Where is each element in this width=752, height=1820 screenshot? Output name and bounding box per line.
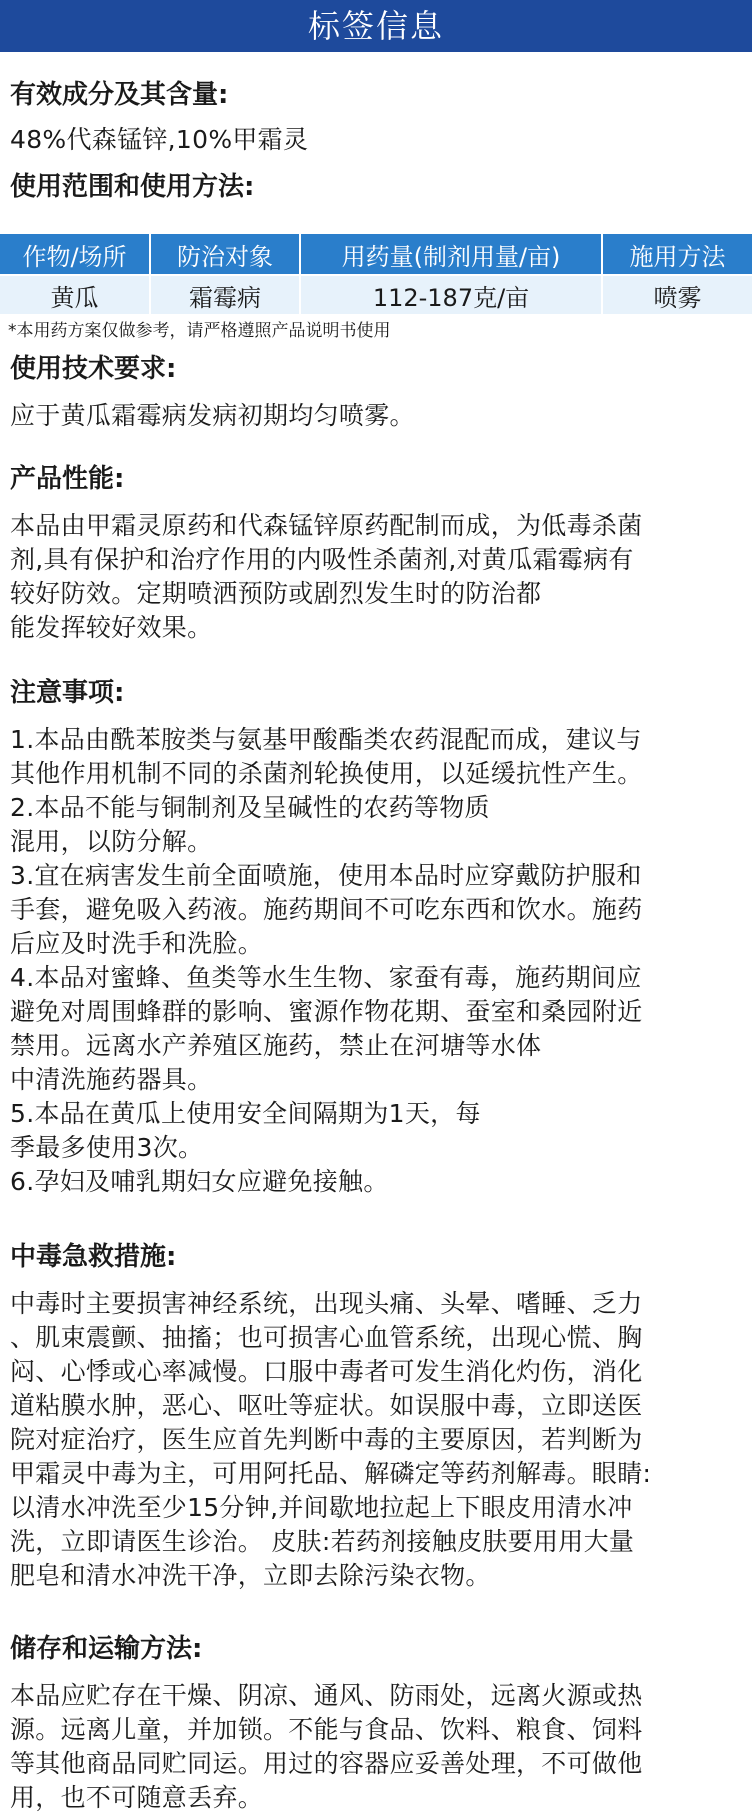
precautions-line: 手套，避免吸入药液。施药期间不可吃东西和饮水。施药 — [10, 895, 643, 924]
precautions-line: 禁用。远离水产养殖区施药，禁止在河塘等水体 — [10, 1031, 542, 1060]
first-aid-line: 院对症治疗，医生应首先判断中毒的主要原因，若判断为 — [10, 1425, 643, 1454]
performance-line: 能发挥较好效果。 — [10, 613, 213, 642]
column-header-target: 防治对象 — [150, 234, 300, 275]
usage-heading: 使用范围和使用方法: — [10, 172, 255, 202]
storage-line: 用，也不可随意丢弃。 — [10, 1783, 264, 1812]
precautions-line: 3.宜在病害发生前全面喷施，使用本品时应穿戴防护服和 — [10, 861, 642, 890]
storage-line: 等其他商品同贮同运。用过的容器应妥善处理，不可做他 — [10, 1749, 643, 1778]
precautions-line: 中清洗施药器具。 — [10, 1065, 213, 1094]
column-header-method: 施用方法 — [602, 234, 752, 275]
precautions-line: 后应及时洗手和洗脸。 — [10, 929, 264, 958]
precautions-line: 1.本品由酰苯胺类与氨基甲酸酯类农药混配而成，建议与 — [10, 725, 642, 754]
active-ingredient-heading: 有效成分及其含量: — [10, 80, 229, 110]
first-aid-line: 甲霜灵中毒为主，可用阿托品、解磷定等药剂解毒。眼睛: — [10, 1459, 652, 1488]
table-row — [0, 275, 752, 314]
performance-line: 本品由甲霜灵原药和代森锰锌原药配制而成，为低毒杀菌 — [10, 511, 643, 540]
first-aid-line: 、肌束震颤、抽搐；也可损害心血管系统，出现心慌、胸 — [10, 1323, 643, 1352]
precautions-line: 季最多使用3次。 — [10, 1133, 204, 1162]
precautions-line: 2.本品不能与铜制剂及呈碱性的农药等物质 — [10, 793, 490, 822]
first-aid-line: 道粘膜水肿，恶心、呕吐等症状。如误服中毒，立即送医 — [10, 1391, 643, 1420]
technical-requirements-line: 应于黄瓜霜霉病发病初期均匀喷雾。 — [10, 401, 415, 430]
precautions-line: 其他作用机制不同的杀菌剂轮换使用，以延缓抗性产生。 — [10, 759, 643, 788]
precautions-line: 混用，以防分解。 — [10, 827, 213, 856]
precautions-line: 6.孕妇及哺乳期妇女应避免接触。 — [10, 1167, 389, 1196]
first-aid-line: 洗，立即请医生诊治。 皮肤:若药剂接触皮肤要用用大量 — [10, 1527, 635, 1556]
storage-heading: 储存和运输方法: — [10, 1634, 203, 1664]
table-header-row — [0, 234, 752, 275]
table-cell-dosage: 112-187克/亩 — [300, 275, 602, 314]
page-title: 标签信息 — [0, 0, 752, 52]
table-cell-method: 喷雾 — [602, 275, 752, 314]
column-header-crop: 作物/场所 — [0, 234, 150, 275]
first-aid-line: 中毒时主要损害神经系统，出现头痛、头晕、嗜睡、乏力 — [10, 1289, 643, 1318]
first-aid-line: 肥皂和清水冲洗干净，立即去除污染衣物。 — [10, 1561, 491, 1590]
performance-line: 较好防效。定期喷洒预防或剧烈发生时的防治都 — [10, 579, 542, 608]
precautions-line: 5.本品在黄瓜上使用安全间隔期为1天，每 — [10, 1099, 481, 1128]
precautions-line: 4.本品对蜜蜂、鱼类等水生生物、家蚕有毒，施药期间应 — [10, 963, 642, 992]
usage-table — [0, 234, 752, 314]
table-cell-crop: 黄瓜 — [0, 275, 150, 314]
column-header-dosage: 用药量(制剂用量/亩) — [300, 234, 602, 275]
first-aid-heading: 中毒急救措施: — [10, 1242, 177, 1272]
usage-note: *本用药方案仅做参考，请严格遵照产品说明书使用 — [8, 321, 391, 341]
active-ingredient-text: 48%代森锰锌,10%甲霜灵 — [10, 125, 309, 154]
first-aid-line: 以清水冲洗至少15分钟,并间歇地拉起上下眼皮用清水冲 — [10, 1493, 633, 1522]
performance-heading: 产品性能: — [10, 464, 125, 494]
performance-line: 剂,具有保护和治疗作用的内吸性杀菌剂,对黄瓜霜霉病有 — [10, 545, 634, 574]
table-cell-target: 霜霉病 — [150, 275, 300, 314]
technical-requirements-heading: 使用技术要求: — [10, 354, 177, 384]
precautions-heading: 注意事项: — [10, 678, 125, 708]
precautions-line: 避免对周围蜂群的影响、蜜源作物花期、蚕室和桑园附近 — [10, 997, 643, 1026]
first-aid-line: 闷、心悸或心率减慢。口服中毒者可发生消化灼伤，消化 — [10, 1357, 643, 1386]
storage-line: 源。远离儿童，并加锁。不能与食品、饮料、粮食、饲料 — [10, 1715, 643, 1744]
storage-line: 本品应贮存在干燥、阴凉、通风、防雨处，远离火源或热 — [10, 1681, 643, 1710]
